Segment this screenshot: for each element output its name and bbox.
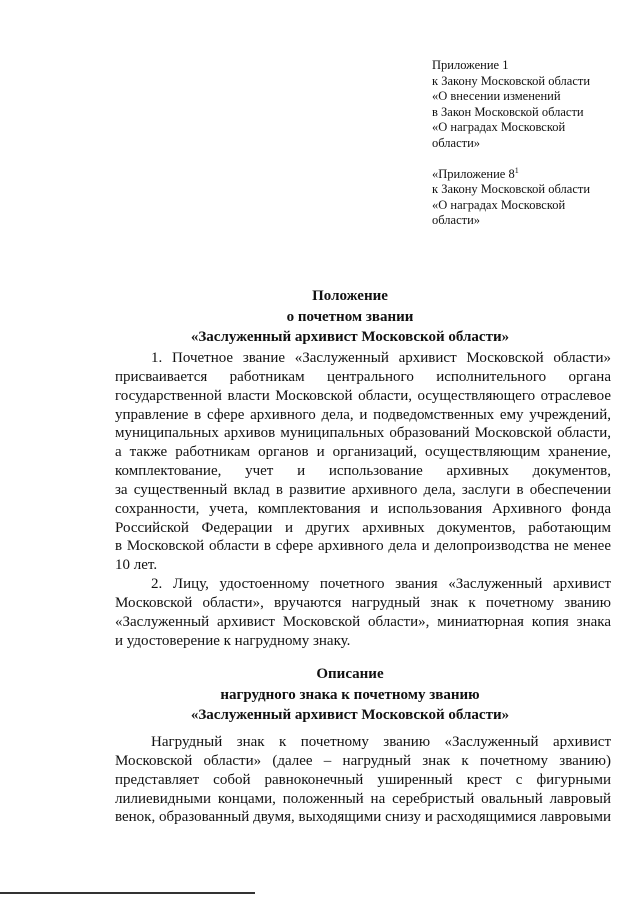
appendix-line-text: «Приложение 8 bbox=[432, 166, 515, 181]
appendix-line: «О наградах Московской bbox=[432, 120, 566, 135]
text-line: и удостоверение к нагрудному знаку. bbox=[115, 632, 351, 649]
text-line: 2. Лицу, удостоенному почетного звания «Заслуженный архивист bbox=[151, 576, 611, 593]
text-line: а также работникам органов и организаций, осуществляющим хранение, bbox=[115, 444, 611, 461]
text-line: комплектование, учет и использование архивных документов, bbox=[115, 463, 611, 480]
text-line: государственной власти Московской области, осуществляющего отраслевое bbox=[115, 387, 611, 404]
appendix-header bbox=[432, 58, 622, 229]
text-line: представляет собой равноконечный уширенный крест с фигурными bbox=[115, 771, 611, 788]
section-2-title bbox=[60, 664, 640, 726]
text-line: лилиевидными концами, положенный на серебристый овальный лавровый bbox=[115, 790, 611, 807]
text-line: венок, образованный двумя, выходящими снизу и расходящимися лавровыми bbox=[115, 809, 611, 826]
title-line: о почетном звании bbox=[286, 308, 414, 325]
appendix-superscript: 1 bbox=[514, 165, 519, 175]
text-line: управление в сфере архивного дела, и подведомственных ему учреждений, bbox=[115, 406, 611, 423]
text-line: Московской области», вручаются нагрудный знак к почетному званию bbox=[115, 594, 611, 611]
appendix-line: «О наградах Московской bbox=[432, 197, 566, 212]
appendix-line: Приложение 1 bbox=[432, 58, 509, 72]
text-line: Московской области» (далее – нагрудный знак к почетному званию) bbox=[115, 752, 611, 769]
appendix-line: области» bbox=[432, 135, 481, 150]
footer-rule bbox=[0, 892, 255, 894]
appendix-line bbox=[432, 167, 622, 183]
appendix-line: к Закону Московской области bbox=[432, 182, 591, 197]
appendix-line: области» bbox=[432, 213, 481, 228]
title-line: «Заслуженный архивист Московской области» bbox=[190, 329, 510, 345]
text-line: 1. Почетное звание «Заслуженный архивист Московской области» bbox=[151, 350, 611, 366]
appendix-block-1 bbox=[432, 58, 622, 152]
section-2-body bbox=[115, 733, 611, 827]
text-line: муниципальных архивов муниципальных образований Московской области, bbox=[115, 425, 611, 442]
section-1-body bbox=[115, 349, 611, 651]
appendix-block-2 bbox=[432, 167, 622, 229]
appendix-line: «О внесении изменений bbox=[432, 89, 561, 104]
title-line: Положение bbox=[312, 288, 388, 304]
appendix-line: к Закону Московской области bbox=[432, 73, 591, 88]
paragraph-1 bbox=[115, 349, 611, 575]
text-line: Российской Федерации и других архивных документов, работающим bbox=[115, 519, 611, 536]
text-line: сохранности, учета, комплектования и использования Архивного фонда bbox=[115, 500, 611, 517]
text-line: присваивается работникам центрального исполнительного органа bbox=[115, 368, 611, 385]
title-line: «Заслуженный архивист Московской области» bbox=[190, 707, 510, 723]
paragraph-3 bbox=[115, 733, 611, 827]
text-line: Нагрудный знак к почетному званию «Заслуженный архивист bbox=[151, 734, 611, 750]
text-line: в Московской области в сфере архивного дела и делопроизводства не менее bbox=[115, 538, 611, 555]
title-line: Описание bbox=[316, 666, 384, 682]
text-line: 10 лет. bbox=[115, 557, 158, 574]
section-1-title bbox=[60, 286, 640, 348]
text-line: за существенный вклад в развитие архивного дела, заслуги в обеспечении bbox=[115, 481, 611, 498]
appendix-line: в Закон Московской области bbox=[432, 104, 584, 119]
text-line: «Заслуженный архивист Московской области», миниатюрная копия знака bbox=[115, 613, 611, 630]
paragraph-2 bbox=[115, 575, 611, 650]
title-line: нагрудного знака к почетному званию bbox=[220, 686, 480, 703]
